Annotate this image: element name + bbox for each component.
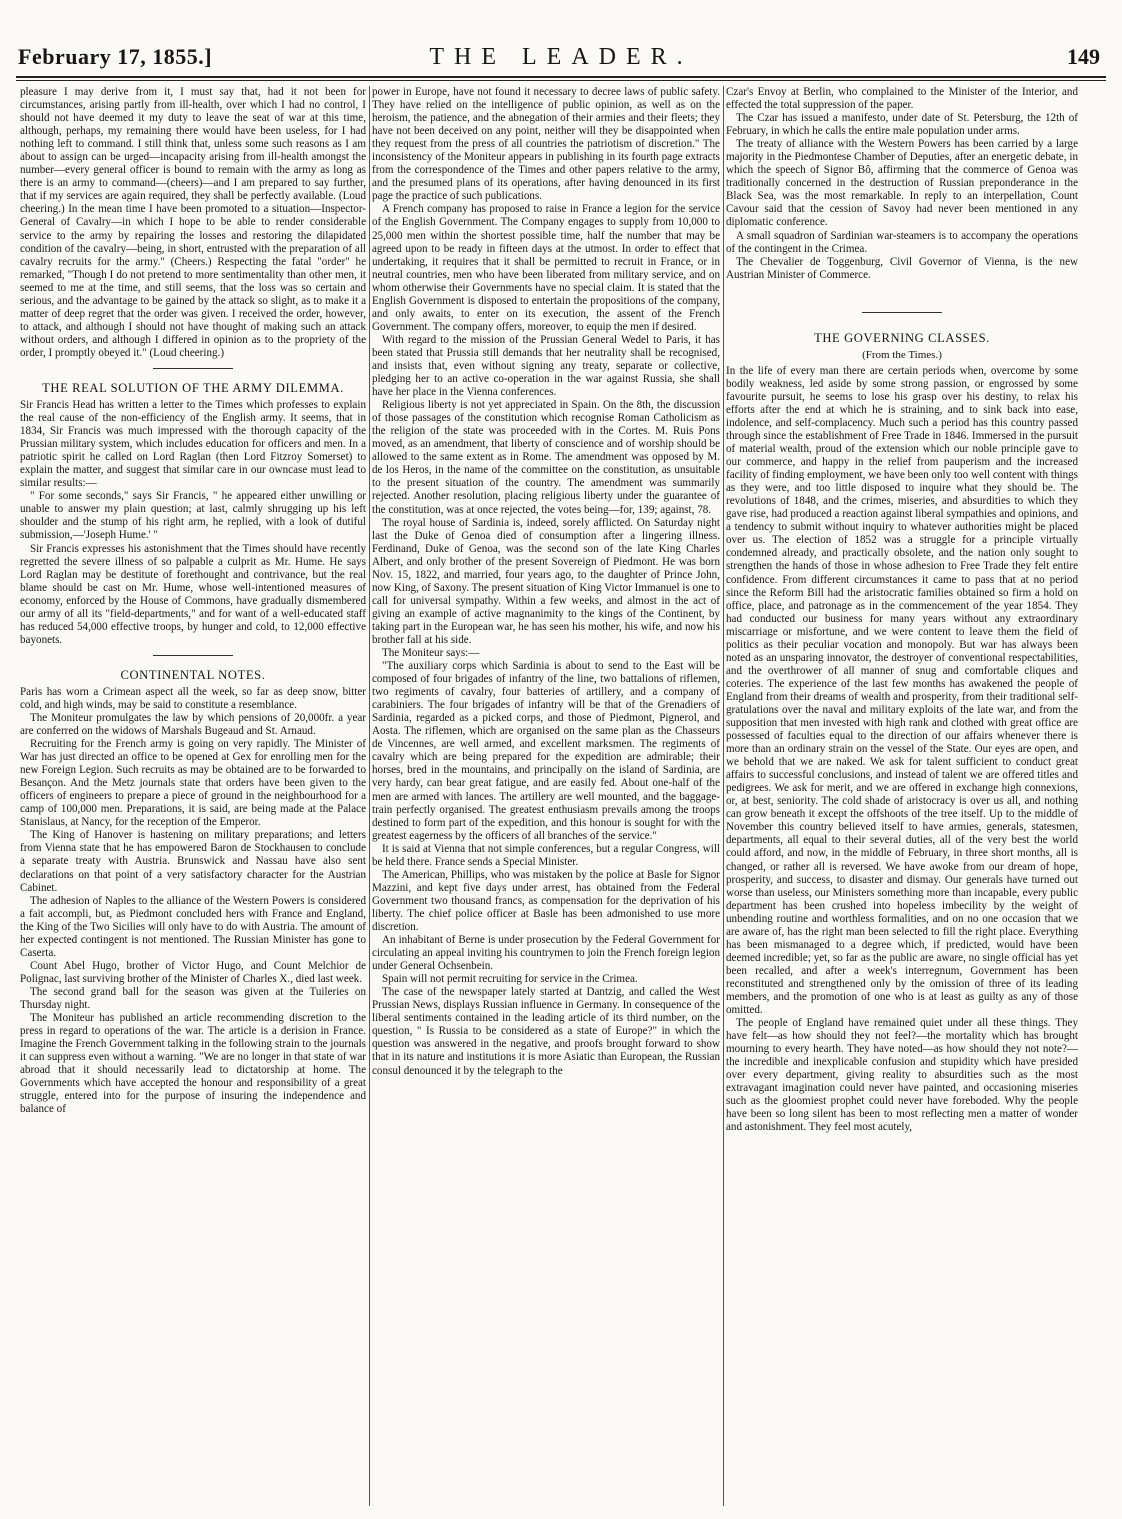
article-paragraph: Religious liberty is not yet appreciated in Spain. On the 8th, the discussion of those passages of the constitution which recognise Roman Catholicism as the religion of the state was proceeded with in the Cortes. M. Ruis Pons moved, as an amendment, that liberty of conscience and of worship should be allowed to the same extent as in Rome. The amendment was opposed by M. de los Heros, in the name of the committee on the constitution, as unsuitable to the present situation of the country. The amendment was summarily rejected. Another resolution, placing religious liberty under the guarantee of the constitution, was at once rejected, the votes being—for, 139; against, 78. [372,399,720,516]
article-paragraph: The Czar has issued a manifesto, under date of St. Petersburg, the 12th of February, in which he calls the entire male population under arms. [726,112,1078,138]
article-paragraph: The royal house of Sardinia is, indeed, sorely afflicted. On Saturday night last the Duke of Genoa died of consumption after a lingering illness. Ferdinand, Duke of Genoa, was the second son of the late King Charles Albert, and only brother of the present Sovereign of Piedmont. He was born Nov. 15, 1822, and married, four years ago, to the daughter of Prince John, now King, of Saxony. The present situation of King Victor Immanuel is one to call for universal sympathy. Within a few weeks, and almost in the act of giving an example of active magnanimity to the kings of the Continent, by taking part in the European war, he has seen his mother, his wife, and now his brother fall at his side. [372,516,720,646]
article-paragraph: The Chevalier de Toggenburg, Civil Governor of Vienna, is the new Austrian Minister of Commerce. [726,255,1078,281]
article-paragraph: The King of Hanover is hastening on military preparations; and letters from Vienna state that he has empowered Baron de Stockhausen to conclude a separate treaty with Austria. Brunswick and Nassau have also sent declarations on that point of a very satisfactory character for the Austrian Cabinet. [20,829,366,894]
section-rule [862,312,942,313]
article-source: (From the Times.) [862,348,942,361]
article-paragraph: A French company has proposed to raise in France a legion for the service of the English Government. The Company engages to supply from 10,000 to 25,000 men within the shortest possible time, half the number that may be agreed upon to be ready in fifteen days at the utmost. In order to effect that undertaking, it requires that it shall be permitted to recruit in France, or in neutral countries, men who have been liberated from military service, and on whom otherwise their Governments have no special claim. It is stated that the English Government is disposed to entertain the propositions of the company, and only awaits, to enter on its execution, the assent of the French Government. The company offers, moreover, to equip the men if desired. [372,203,720,333]
section-rule [153,368,233,369]
article-paragraph: "The auxiliary corps which Sardinia is about to send to the East will be composed of four brigades of infantry of the line, two battalions of riflemen, two regiments of cavalry, four batteries of artillery, and a company of carabiniers. The four brigades of infantry will be that of the Grenadiers of Sardinia, regarded as a picked corps, and those of Piedmont, Pignerol, and Aosta. The riflemen, which are organised on the same plan as the Chasseurs de Vincennes, are well armed, and excellent marksmen. The regiments of cavalry which are being prepared for the expedition are admirable; their horses, bred in the mountains, and principally on the island of Sardinia, are very hardy, can bear great fatigue, and are easily fed. About one-half of the men are armed with lances. The artillery are well mounted, and the baggage-train perfectly organised. The greatest enthusiasm prevails among the troops destined to form part of the expedition, and this honour is sought for with the greatest eagerness by the officers of all branches of the service." [372,660,720,842]
masthead-rule-thin [16,80,1106,81]
article-heading-continental-notes: CONTINENTAL NOTES. [120,667,266,682]
article-heading-army-dilemma: THE REAL SOLUTION OF THE ARMY DILEMMA. [42,380,344,395]
article-paragraph: The Moniteur promulgates the law by which pensions of 20,000fr. a year are conferred on the widows of Marshals Bugeaud and St. Arnaud. [20,711,366,738]
article-paragraph: An inhabitant of Berne is under prosecution by the Federal Government for circulating an appeal inviting his countrymen to join the French foreign legion under General Ochsenbein. [372,934,720,973]
column-2 [372,86,720,1506]
masthead [0,0,1122,78]
article-paragraph: Sir Francis Head has written a letter to the Times which professes to explain the real cause of the non-efficiency of the English army. It seems, that in 1834, Sir Francis was much impressed with the thorough capacity of the Prussian military system, which includes education for officers and men. In a patriotic spirit he called on Lord Raglan (then Lord Fitzroy Somerset) to explain the matter, and suggest that similar care in our owncase must lead to similar results:— [20,398,366,490]
article-paragraph: The people of England have remained quiet under all these things. They have felt—as how should they not feel?—the mortality which has brought mourning to every hearth. They have noted—as how should they not note?—the incredible and inexplicable confusion and stupidity which have presided over every department, giving reality to absurdities such as the most extravagant imagination could never have painted, and occasioning miseries such as the gloomiest prophet could never have foreboded. Why the people have been so long silent has been to most reflecting men a matter of wonder and astonishment. They feel most acutely, [726,1017,1078,1134]
article-paragraph: The treaty of alliance with the Western Powers has been carried by a large majority in the Piedmontese Chamber of Deputies, after an energetic debate, in which the speech of Signor Bô, affirming that the commerce of Genoa was traditionally concerned in the destruction of Russian preponderance in the Black Sea, was the most remarkable. In reply to an interpellation, Count Cavour said that the cession of Savoy had never been mentioned in any diplomatic conference. [726,138,1078,229]
article-paragraph: Czar's Envoy at Berlin, who complained to the Minister of the Interior, and effected the total suppression of the paper. [726,86,1078,112]
article-paragraph: With regard to the mission of the Prussian General Wedel to Paris, it has been stated that Prussia still demands that her neutrality shall be recognised, and insists that, even without signing any treaty, separate or collective, pledging her to an active co-operation in the war against Russia, she shall have her place in the Vienna conferences. [372,333,720,399]
army-speech-paragraph: pleasure I may derive from it, I must say that, had it not been for circumstances, arising partly from ill-health, over which I had no control, I should not have deemed it my duty to leave the seat of war at this time, although, perhaps, my remaining there would have been useless, for I had nothing left to command. I still think that, unless some such reasons as I am about to assign can be urged—incapacity arising from ill-health amongst the number—every general officer is bound to remain with the army as long as there is an army to command—(cheers)—and I am prepared to say further, that if my services are again required, they shall be perfectly available. (Loud cheering.) In the mean time I have been promoted to a situation—Inspector-General of Cavalry—in which I hope to be able to render considerable service to the army by repairing the losses and restoring the dilapidated condition of the cavalry—being, in short, entrusted with the preparation of all cavalry recruits for the army." (Cheers.) Respecting the fatal "order" he remarked, "Though I do not pretend to more sentimentality than other men, it seemed to me at the time, and still seems, that the loss was so certain and serious, and the advantage to be gained by the attack so slight, as to make it a matter of deep regret that the order was given. I received the order, however, to attack, and although I should not have thought of making such an attack without orders, and although I differed in opinion as to the propriety of the order, I promptly obeyed it." (Loud cheering.) [20,86,366,359]
column-3 [726,86,1078,1506]
article-paragraph: The case of the newspaper lately started at Dantzig, and called the West Prussian News, displays Russian influence in Germany. In consequence of the liberal sentiments contained in the leading article of its third number, on the question, " Is Russia to be considered as a state of Europe?" in which the question was answered in the negative, and proofs brought forward to show that in its nature and institutions it is more Asiatic than European, the Russian consul denounced it by the telegraph to the [372,986,720,1077]
column-divider [369,86,370,1506]
section-rule [153,655,233,656]
article-paragraph: It is said at Vienna that not simple conferences, but a regular Congress, will be held there. France sends a Special Minister. [372,842,720,868]
masthead-rule [16,76,1106,78]
article-paragraph: The adhesion of Naples to the alliance of the Western Powers is considered a fait accompli, but, as Piedmont concluded hers with France and England, the King of the Two Sicilies will only have to do with Austria. The amount of her expected contingent is not mentioned. The Russian Minister has gone to Caserta. [20,894,366,959]
issue-date: February 17, 1855.] [18,44,213,69]
article-paragraph: The Moniteur has published an article recommending discretion to the press in regard to operations of the war. The article is a derision in France. Imagine the French Government talking in the following strain to the journals it can suppress even without a warning. "We are no longer in that state of war abroad that it should necessarily lead to dictatorship at home. The Governments which have accepted the honour and responsibility of a great struggle, entered into for the purpose of insuring the independence and balance of [20,1012,366,1116]
article-paragraph: " For some seconds," says Sir Francis, " he appeared either unwilling or unable to answer my plain question; at last, calmly shrugging up his left shoulder and the stump of his right arm, he replied, with a look of dutiful submission,—'Joseph Hume.' " [20,490,366,542]
article-paragraph: Count Abel Hugo, brother of Victor Hugo, and Count Melchior de Polignac, last surviving brother of the Minister of Charles X., died last week. [20,959,366,985]
article-paragraph: The Moniteur says:— [381,647,480,660]
article-paragraph: Spain will not permit recruiting for service in the Crimea. [381,973,638,986]
page-number: 149 [1067,44,1100,69]
newspaper-title: THE LEADER. [429,44,693,70]
article-paragraph: In the life of every man there are certain periods when, overcome by some bodily weakness, led aside by some strong passion, or engrossed by some favourite pursuit, he seems to lose his grasp over his destiny, to relax his efforts after the end at which he is straining, and to sink back into ease, indolence, and self-complacency. Much such a period has this country passed through since the establishment of Free Trade in 1846. Immersed in the pursuit of material wealth, proud of the extension which our noble principle gave to our commerce, and happy in the relief from pauperism and the increased facility of finding employment, we have been only too well content with things as they were, and too little disposed to inquire what they should be. The revolutions of 1848, and the crimes, miseries, and absurdities to which they gave rise, had produced a reaction against liberal sympathies and opinions, and a tendency to submit without inquiry to whatever authorities might be placed over us. The election of 1852 was a struggle for a principle virtually condemned already, and practically obsolete, and the nation only sought to strengthen the hands of those in whose adhesion to Free Trade they felt entire confidence. From different circumstances it came to pass that at no period since the Reform Bill had the aristocratic families obtained so firm a hold on office, place, and patronage as in the commencement of the year 1854. They had conducted our business for many years without any extraordinary miscarriage or misfortune, and we were content to leave them the field of politics as their peculiar vocation and monopoly. But war has always been noted as an unsparing innovator, the destroyer of conventional respectabilities, and the overthrower of all manner of snug and comfortable cliques and coteries. The experience of the last few months has awakened the people of England from their dreams of wealth and prosperity, from their traditional self-gratulations over the naval and military exploits of the late war, and from the supposition that men invested with high rank and clothed with great office are possessed of faculties equal to the direction of our affairs whenever there is more than an ordinary strain on the vessel of the State. Our eyes are open, and we behold that we are naked. We ask for talent sufficient to conduct great affairs to successful conclusions, and instead of talent we are offered titles and pedigrees. We ask for merit, and we are offered in exchange high connexions, or, at best, seniority. The cold shade of aristocracy is over us all, and nothing can grow beneath it except the offshoots of the tree itself. Up to the middle of November this country believed itself to have armies, generals, statesmen, departments, all equal to their several duties, all of the very best the world could afford, and now, in the middle of February, in three short months, all is changed, or rather all is reversed. We have awoke from our dream of hope, prosperity, and success, to disaster and dismay. Our generals have turned out worse than useless, our Ministers something more than incapable, every public department has been crushed into hopeless imbecility by the weight of unbending routine and worthless formalities, and on no one occasion that we are aware of, has the right man been selected to fill the right place. Everything has been mismanaged to a degree which, if predicted, would have been deemed incredible; yet, so far as the public are aware, no single official has yet been recalled, and after a week's interregnum, Government has been reconstituted and strengthened only by the omission of three of its leading members, and the promotion of one who is at least as guilty as any of those omitted. [726,364,1078,1017]
article-heading-governing-classes: THE GOVERNING CLASSES. [814,330,990,345]
article-paragraph: The American, Phillips, who was mistaken by the police at Basle for Signor Mazzini, and kept five days under arrest, has obtained from the Federal Government two thousand francs, as compensation for the deprivation of his liberty. The chief police officer at Basle has been admonished to use more discretion. [372,868,720,933]
column-divider [723,86,724,1506]
article-paragraph: power in Europe, have not found it necessary to decree laws of public safety. They have relied on the intelligence of public opinion, as well as on the heroism, the patience, and the abnegation of their armies and their fleets; they have not been deceived on any point, neither will they be disappointed when they request from the press of all countries the patriotism of discretion." The inconsistency of the Moniteur appears in publishing in its fourth page extracts from the correspondence of the Times and other papers relative to the army, and the presumed plans of its operations, after having denounced in its first page the practice of such publications. [372,86,720,203]
article-paragraph: The second grand ball for the season was given at the Tuileries on Thursday night. [20,985,366,1011]
article-paragraph: Sir Francis expresses his astonishment that the Times should have recently regretted the severe illness of so palpable a culprit as Mr. Hume. He says Lord Raglan may be destitute of forethought and contrivance, but the real blame should be cast on Mr. Hume, whose well-intentioned measures of economy, enforced by the House of Commons, have gradually dismembered our army of all its "field-departments," and for want of a well-educated staff has reduced 54,000 effective troops, by hunger and cold, to 12,000 effective bayonets. [20,542,366,646]
article-paragraph: Paris has worn a Crimean aspect all the week, so far as deep snow, bitter cold, and high winds, may be said to constitute a resemblance. [20,685,366,711]
column-1 [20,86,366,1506]
article-paragraph: A small squadron of Sardinian war-steamers is to accompany the operations of the contingent in the Crimea. [726,229,1078,255]
article-paragraph: Recruiting for the French army is going on very rapidly. The Minister of War has just directed an office to be opened at Gex for enrolling men for the new Foreign Legion. Such recruits as may be obtained are to be forwarded to Besançon. And the Metz journals state that orders have been given to the officers of engineers to prepare a piece of ground in the neighbourhood for a camp of 100,000 men. Preparations, it is said, are being made at the Palace Stanislaus, at Nancy, for the reception of the Emperor. [20,738,366,829]
